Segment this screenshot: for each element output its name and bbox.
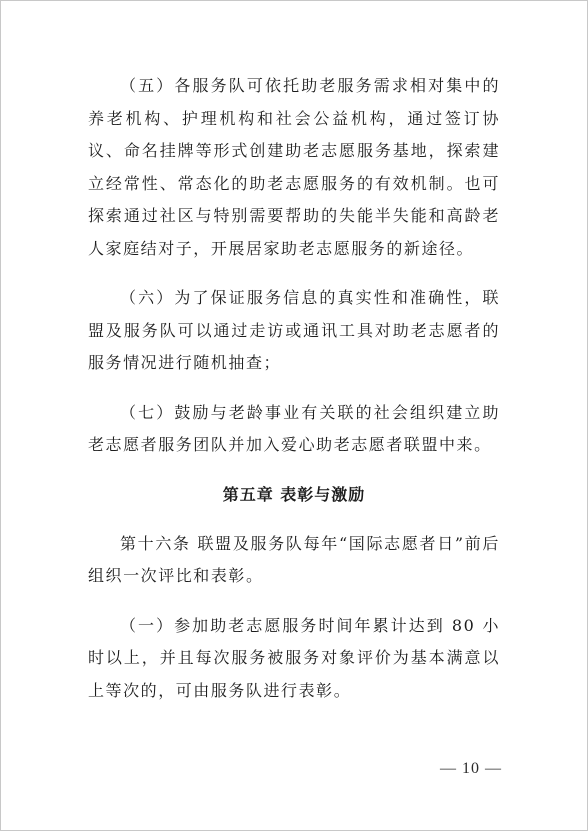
paragraph-item-7: （七）鼓励与老龄事业有关联的社会组织建立助老志愿者服务团队并加入爱心助老志愿者联盟中来。 — [88, 402, 500, 454]
document-body — [88, 70, 500, 724]
paragraph-item-5: （五）各服务队可依托助老服务需求相对集中的养老机构、护理机构和社会公益机构，通过签订协议、命名挂牌等形式创建助老志愿服务基地，探索建立经常性、常态化的助老志愿服务的有效机制。也可探索通过社区与特别需要帮助的失能半失能和高龄老人家庭结对子，开展居家助老志愿服务的新途径。 — [88, 76, 500, 258]
chapter-heading: 第五章 表彰与激励 — [222, 484, 366, 504]
paragraph-item-6: （六）为了保证服务信息的真实性和准确性，联盟及服务队可以通过走访或通讯工具对助老志愿者的服务情况进行随机抽查； — [88, 288, 500, 372]
paragraph-item-1: （一）参加助老志愿服务时间年累计达到 80 小时以上，并且每次服务被服务对象评价为基本满意以上等次的，可由服务队进行表彰。 — [88, 615, 500, 700]
page-number: — 10 — — [440, 760, 502, 777]
paragraph-article-16: 第十六条 联盟及服务队每年“国际志愿者日”前后组织一次评比和表彰。 — [88, 533, 500, 585]
